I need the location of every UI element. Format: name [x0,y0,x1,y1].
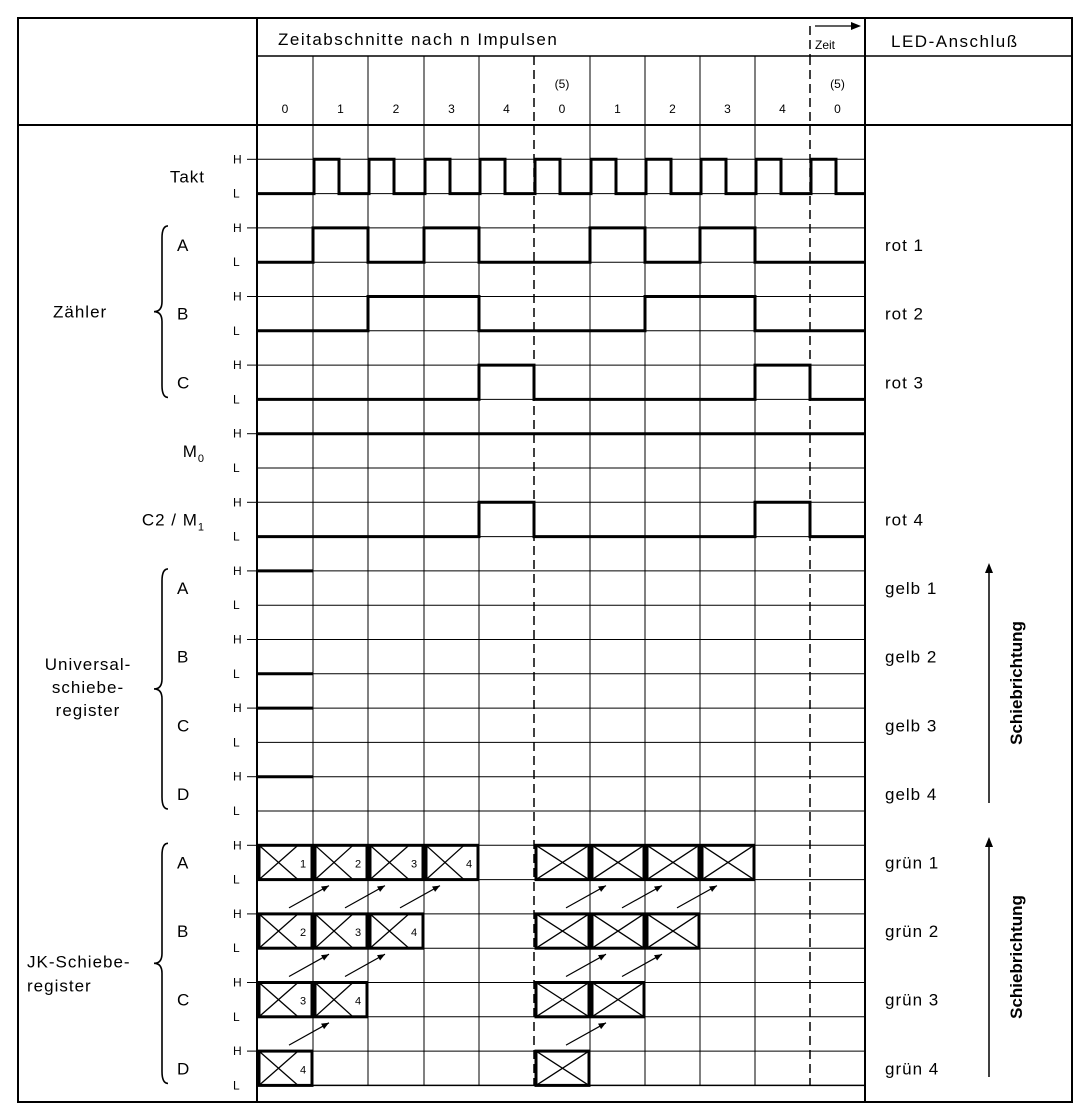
labels [27,77,1026,1092]
signal-label: $M_0$ [182,441,205,465]
group-label-jk-register: JK-Schiebe- [27,952,131,972]
waveform-b [257,297,865,331]
signal-label: D [177,784,191,804]
shift-direction-arrow-yellow-head [985,563,993,573]
waveform-c2m [257,502,865,536]
column-number-reset: (5) [830,77,845,91]
column-number: 3 [724,102,731,116]
signal-label: B [177,304,190,324]
column-number: 1 [614,102,621,116]
universal-register-brace [154,569,168,809]
level-label-low: L [233,461,240,475]
led-label: gelb 3 [885,716,938,736]
led-label: rot 1 [885,236,925,256]
level-label-low: L [233,255,240,270]
signal-label: A [177,236,190,256]
level-label-high: H [233,769,242,784]
signal-label: C [177,373,191,393]
column-number: 2 [392,102,400,116]
led-label: rot 4 [885,510,925,530]
signal-label: C [177,990,191,1010]
level-label-high: H [233,838,242,853]
level-label-low: L [233,941,240,956]
jk-register-brace [154,843,168,1083]
box-number: 3 [299,995,307,1008]
time-sections-header: Zeitabschnitte nach n Impulsen [278,30,559,49]
column-number: 0 [558,102,566,116]
signal-label: A [177,579,190,599]
group-label-universal-register: schiebe- [51,677,125,697]
time-arrowhead [851,22,861,30]
signal-label: D [177,1059,191,1079]
led-label: rot 2 [885,304,925,324]
led-label: grün 1 [885,853,940,873]
shift-direction-label: Schiebrichtung [1007,621,1026,745]
led-label: gelb 1 [885,579,938,599]
level-label-high: H [233,152,242,167]
column-number: 1 [337,102,344,116]
level-label-low: L [233,392,240,407]
level-label-low: L [233,186,240,201]
level-label-high: H [233,632,242,647]
column-number: 3 [448,102,455,116]
level-label-low: L [233,804,240,818]
group-label-universal-register: Universal- [44,654,132,674]
group-label-counter: Zähler [53,302,108,322]
level-label-low: L [233,1078,240,1093]
led-label: rot 3 [885,373,925,393]
shift-direction-arrow-green-head [985,837,993,847]
level-label-low: L [233,735,240,750]
level-label-high: H [233,495,242,510]
time-axis-label: Zeit [815,38,836,52]
waveform-a [257,228,865,262]
box-number: 3 [410,858,418,871]
led-connection-header: LED-Anschluß [891,32,1019,51]
box-number: 4 [465,858,473,871]
level-label-high: H [233,975,242,990]
level-label-high: H [233,358,242,373]
level-label-high: H [233,906,242,921]
signal-subscript: 1 [197,521,205,534]
box-number: 2 [354,858,362,871]
level-label-high: H [233,426,242,441]
column-number-reset: (5) [554,77,570,91]
box-number: 1 [299,858,307,871]
level-label-low: L [233,1009,240,1024]
signal-label: B [177,647,190,667]
signal-label: $C2 / M_1$ [141,510,205,534]
level-label-high: H [233,563,242,578]
led-label: gelb 2 [885,647,938,667]
jk-register-boxes [259,845,754,1085]
box-number: 4 [354,995,362,1008]
box-number: 4 [410,927,418,940]
column-number: 4 [503,102,510,116]
level-label-high: H [233,701,242,716]
column-number: 2 [669,102,676,116]
led-label: gelb 4 [885,784,938,804]
level-label-low: L [233,529,240,544]
level-label-low: L [233,323,240,338]
signal-subscript: 0 [197,452,205,465]
column-number: 0 [834,102,841,116]
signal-label: A [177,853,190,873]
level-label-low: L [233,872,240,887]
level-label-high: H [233,289,242,304]
signal-label: Takt [169,167,205,187]
waveform-c [257,365,865,399]
group-label-universal-register: register [55,700,121,720]
shift-direction-label: Schiebrichtung [1007,895,1026,1019]
column-number: 0 [281,102,289,116]
led-label: grün 3 [885,990,940,1010]
shift-arrows [289,886,717,1046]
level-label-low: L [233,598,240,613]
waveform-clock [257,159,865,193]
led-label: grün 2 [885,922,940,942]
level-label-high: H [233,1044,242,1059]
box-number: 2 [299,927,307,940]
column-number: 4 [779,102,786,116]
led-label: grün 4 [885,1059,940,1079]
signal-label: C [177,716,191,736]
level-label-low: L [233,666,240,681]
level-label-high: H [233,220,242,235]
box-number: 4 [299,1064,307,1077]
signal-label: B [177,922,190,942]
counter-brace [154,226,168,398]
group-label-jk-register: register [27,976,92,996]
box-number: 3 [354,927,362,940]
